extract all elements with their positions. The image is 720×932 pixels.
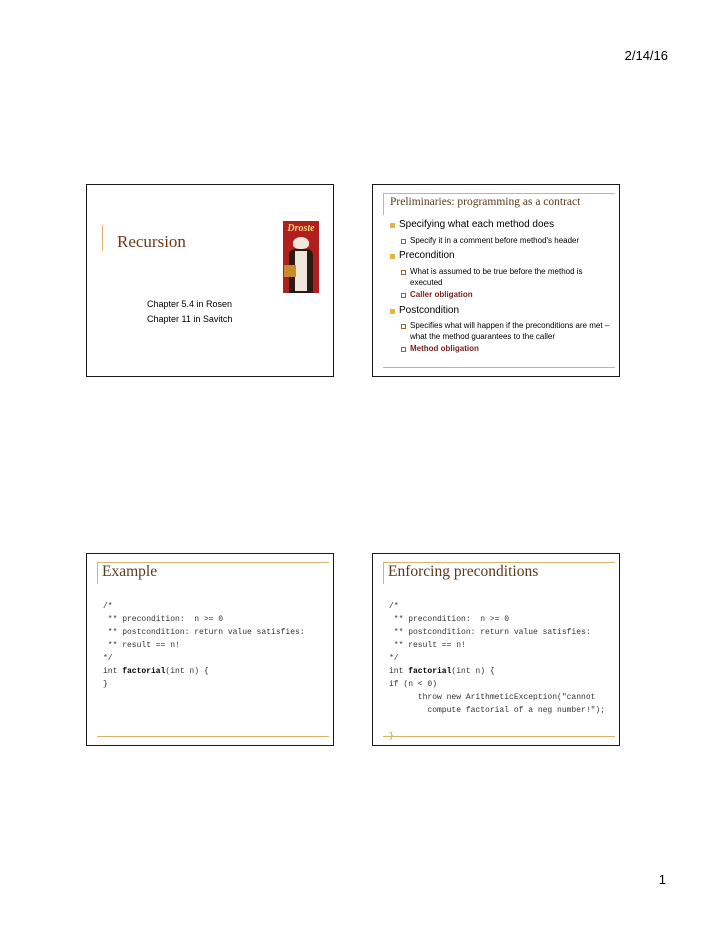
slide-enforcing-preconditions xyxy=(372,553,620,746)
sub-bullet-icon xyxy=(401,239,406,244)
slide-title: Recursion xyxy=(117,232,186,251)
sub-bullet-assumed: What is assumed to be true before the method is executed xyxy=(410,267,583,287)
code-block: /* ** precondition: n >= 0 ** postcondition: return value satisfies: ** result == n! */ int factorial(int n) { if (n < 0) throw new ArithmeticException("cannot compute factorial of a neg number!"); xyxy=(389,602,606,715)
slide-example xyxy=(86,553,334,746)
slide-preliminaries xyxy=(372,184,620,377)
sub-bullet-caller-obligation: Caller obligation xyxy=(410,290,473,299)
divider xyxy=(97,562,98,584)
bullet-specifying: Specifying what each method does xyxy=(399,219,555,230)
droste-cocoa-image xyxy=(283,221,319,293)
divider xyxy=(383,193,384,215)
bullet-postcondition: Postcondition xyxy=(399,305,460,316)
nurse-head-icon xyxy=(293,237,309,249)
divider xyxy=(383,193,615,194)
slide-title: Example xyxy=(102,563,158,580)
slide-title: Enforcing preconditions xyxy=(388,563,539,580)
sub-bullet-icon xyxy=(401,293,406,298)
sub-bullet-comment: Specify it in a comment before method's header xyxy=(410,236,580,245)
bullet-precondition: Precondition xyxy=(399,250,455,261)
sub-bullet-icon xyxy=(401,324,406,329)
page-date: 2/14/16 xyxy=(624,48,668,63)
reference-savitch: Chapter 11 in Savitch xyxy=(147,314,233,324)
sub-bullet-icon xyxy=(401,347,406,352)
divider xyxy=(383,367,615,368)
droste-logo: Droste xyxy=(287,223,315,234)
bullet-icon xyxy=(390,223,395,228)
divider xyxy=(383,562,384,584)
divider xyxy=(97,736,329,737)
nurse-apron-icon xyxy=(295,251,307,291)
cocoa-box-icon xyxy=(284,265,296,277)
divider xyxy=(383,736,615,737)
sub-bullet-specifies: Specifies what will happen if the preconditions are met – what the method guarantees to the caller xyxy=(410,321,610,341)
page-number: 1 xyxy=(658,872,666,887)
slide-title: Preliminaries: programming as a contract xyxy=(390,196,581,208)
sub-bullet-method-obligation: Method obligation xyxy=(410,344,479,353)
reference-rosen: Chapter 5.4 in Rosen xyxy=(147,299,233,309)
slide-recursion-title xyxy=(86,184,334,377)
bullet-icon xyxy=(390,309,395,314)
sub-bullet-icon xyxy=(401,270,406,275)
bullet-icon xyxy=(390,254,395,259)
code-block: /* ** precondition: n >= 0 ** postcondition: return value satisfies: ** result == n! */ int factorial(int n) { } xyxy=(103,602,305,689)
divider xyxy=(102,225,103,251)
